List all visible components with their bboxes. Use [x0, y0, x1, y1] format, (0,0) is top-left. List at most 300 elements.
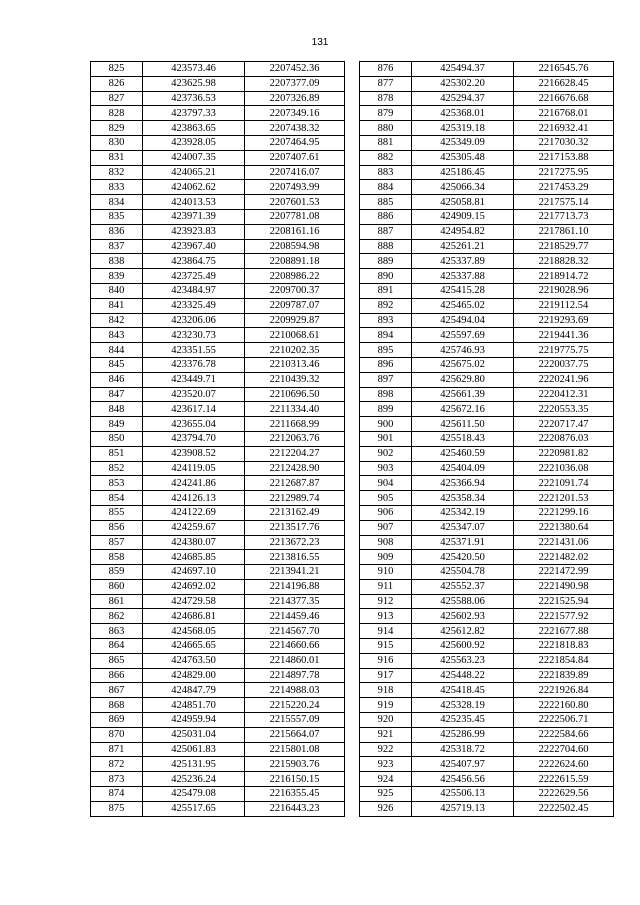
x-coordinate-cell: 424959.94 — [143, 713, 245, 728]
point-number-cell: 839 — [91, 269, 143, 284]
table-row — [360, 668, 614, 683]
point-number-cell: 867 — [91, 683, 143, 698]
y-coordinate-cell: 2217713.73 — [514, 209, 614, 224]
table-row — [360, 62, 614, 77]
point-number-cell: 825 — [91, 62, 143, 77]
coordinates-table-right — [359, 61, 614, 817]
table-row — [360, 491, 614, 506]
y-coordinate-cell: 2220241.96 — [514, 372, 614, 387]
y-coordinate-cell: 2210068.61 — [245, 328, 345, 343]
x-coordinate-cell: 425131.95 — [143, 757, 245, 772]
x-coordinate-cell: 425302.20 — [412, 76, 514, 91]
y-coordinate-cell: 2221577.92 — [514, 609, 614, 624]
y-coordinate-cell: 2221431.06 — [514, 535, 614, 550]
point-number-cell: 886 — [360, 209, 412, 224]
y-coordinate-cell: 2217575.14 — [514, 195, 614, 210]
table-row — [360, 298, 614, 313]
y-coordinate-cell: 2222704.60 — [514, 742, 614, 757]
y-coordinate-cell: 2214897.78 — [245, 668, 345, 683]
x-coordinate-cell: 425294.37 — [412, 91, 514, 106]
y-coordinate-cell: 2213941.21 — [245, 565, 345, 580]
point-number-cell: 888 — [360, 239, 412, 254]
point-number-cell: 905 — [360, 491, 412, 506]
x-coordinate-cell: 425504.78 — [412, 565, 514, 580]
y-coordinate-cell: 2222624.60 — [514, 757, 614, 772]
point-number-cell: 854 — [91, 491, 143, 506]
y-coordinate-cell: 2214860.01 — [245, 653, 345, 668]
table-row — [91, 431, 345, 446]
y-coordinate-cell: 2208891.18 — [245, 254, 345, 269]
x-coordinate-cell: 423449.71 — [143, 372, 245, 387]
y-coordinate-cell: 2214377.35 — [245, 594, 345, 609]
point-number-cell: 877 — [360, 76, 412, 91]
point-number-cell: 832 — [91, 165, 143, 180]
y-coordinate-cell: 2220876.03 — [514, 431, 614, 446]
table-row — [360, 283, 614, 298]
table-row — [91, 727, 345, 742]
x-coordinate-cell: 425337.88 — [412, 269, 514, 284]
table-row — [91, 461, 345, 476]
y-coordinate-cell: 2221472.99 — [514, 565, 614, 580]
x-coordinate-cell: 425368.01 — [412, 106, 514, 121]
y-coordinate-cell: 2220717.47 — [514, 417, 614, 432]
y-coordinate-cell: 2217453.29 — [514, 180, 614, 195]
x-coordinate-cell: 425661.39 — [412, 387, 514, 402]
table-row — [360, 787, 614, 802]
table-row — [91, 683, 345, 698]
table-row — [360, 639, 614, 654]
point-number-cell: 896 — [360, 357, 412, 372]
x-coordinate-cell: 423625.98 — [143, 76, 245, 91]
x-coordinate-cell: 425236.24 — [143, 772, 245, 787]
table-row — [91, 195, 345, 210]
point-number-cell: 922 — [360, 742, 412, 757]
x-coordinate-cell: 425415.28 — [412, 283, 514, 298]
x-coordinate-cell: 425061.83 — [143, 742, 245, 757]
x-coordinate-cell: 424665.65 — [143, 639, 245, 654]
y-coordinate-cell: 2216443.23 — [245, 801, 345, 816]
y-coordinate-cell: 2222615.59 — [514, 772, 614, 787]
x-coordinate-cell: 425479.08 — [143, 787, 245, 802]
y-coordinate-cell: 2212063.76 — [245, 431, 345, 446]
x-coordinate-cell: 424380.07 — [143, 535, 245, 550]
point-number-cell: 850 — [91, 431, 143, 446]
y-coordinate-cell: 2218914.72 — [514, 269, 614, 284]
x-coordinate-cell: 424122.69 — [143, 505, 245, 520]
point-number-cell: 887 — [360, 224, 412, 239]
x-coordinate-cell: 424241.86 — [143, 476, 245, 491]
table-row — [360, 594, 614, 609]
y-coordinate-cell: 2211334.40 — [245, 402, 345, 417]
y-coordinate-cell: 2208986.22 — [245, 269, 345, 284]
table-row — [360, 742, 614, 757]
point-number-cell: 924 — [360, 772, 412, 787]
table-row — [91, 713, 345, 728]
x-coordinate-cell: 425031.04 — [143, 727, 245, 742]
table-row — [91, 446, 345, 461]
x-coordinate-cell: 424763.50 — [143, 653, 245, 668]
table-row — [360, 461, 614, 476]
point-number-cell: 901 — [360, 431, 412, 446]
point-number-cell: 894 — [360, 328, 412, 343]
point-number-cell: 919 — [360, 698, 412, 713]
x-coordinate-cell: 425407.97 — [412, 757, 514, 772]
y-coordinate-cell: 2215801.08 — [245, 742, 345, 757]
point-number-cell: 916 — [360, 653, 412, 668]
x-coordinate-cell: 423376.78 — [143, 357, 245, 372]
x-coordinate-cell: 425611.50 — [412, 417, 514, 432]
y-coordinate-cell: 2207416.07 — [245, 165, 345, 180]
table-row — [360, 150, 614, 165]
point-number-cell: 889 — [360, 254, 412, 269]
point-number-cell: 868 — [91, 698, 143, 713]
y-coordinate-cell: 2215664.07 — [245, 727, 345, 742]
table-row — [91, 313, 345, 328]
y-coordinate-cell: 2215557.09 — [245, 713, 345, 728]
table-row — [360, 683, 614, 698]
point-number-cell: 851 — [91, 446, 143, 461]
point-number-cell: 874 — [91, 787, 143, 802]
y-coordinate-cell: 2219028.96 — [514, 283, 614, 298]
y-coordinate-cell: 2222502.45 — [514, 801, 614, 816]
x-coordinate-cell: 425456.56 — [412, 772, 514, 787]
point-number-cell: 917 — [360, 668, 412, 683]
table-row — [91, 357, 345, 372]
x-coordinate-cell: 424007.35 — [143, 150, 245, 165]
x-coordinate-cell: 425058.81 — [412, 195, 514, 210]
point-number-cell: 864 — [91, 639, 143, 654]
point-number-cell: 859 — [91, 565, 143, 580]
point-number-cell: 891 — [360, 283, 412, 298]
point-number-cell: 857 — [91, 535, 143, 550]
table-row — [91, 609, 345, 624]
x-coordinate-cell: 423863.65 — [143, 121, 245, 136]
table-row — [360, 550, 614, 565]
table-row — [91, 283, 345, 298]
x-coordinate-cell: 423206.06 — [143, 313, 245, 328]
table-row — [360, 727, 614, 742]
point-number-cell: 833 — [91, 180, 143, 195]
y-coordinate-cell: 2219293.69 — [514, 313, 614, 328]
y-coordinate-cell: 2222584.66 — [514, 727, 614, 742]
point-number-cell: 903 — [360, 461, 412, 476]
x-coordinate-cell: 425460.59 — [412, 446, 514, 461]
point-number-cell: 882 — [360, 150, 412, 165]
table-row — [360, 417, 614, 432]
table-row — [91, 550, 345, 565]
y-coordinate-cell: 2216676.68 — [514, 91, 614, 106]
x-coordinate-cell: 425597.69 — [412, 328, 514, 343]
table-row — [360, 772, 614, 787]
point-number-cell: 834 — [91, 195, 143, 210]
y-coordinate-cell: 2216628.45 — [514, 76, 614, 91]
y-coordinate-cell: 2216150.15 — [245, 772, 345, 787]
y-coordinate-cell: 2222160.80 — [514, 698, 614, 713]
table-row — [91, 402, 345, 417]
table-row — [91, 417, 345, 432]
y-coordinate-cell: 2212204.27 — [245, 446, 345, 461]
x-coordinate-cell: 424729.58 — [143, 594, 245, 609]
point-number-cell: 848 — [91, 402, 143, 417]
x-coordinate-cell: 423736.53 — [143, 91, 245, 106]
table-row — [91, 224, 345, 239]
x-coordinate-cell: 425337.89 — [412, 254, 514, 269]
table-row — [91, 239, 345, 254]
point-number-cell: 881 — [360, 135, 412, 150]
y-coordinate-cell: 2220981.82 — [514, 446, 614, 461]
table-row — [360, 165, 614, 180]
table-row — [91, 491, 345, 506]
x-coordinate-cell: 423923.83 — [143, 224, 245, 239]
table-row — [360, 431, 614, 446]
point-number-cell: 907 — [360, 520, 412, 535]
table-row — [360, 135, 614, 150]
point-number-cell: 835 — [91, 209, 143, 224]
table-row — [91, 801, 345, 816]
x-coordinate-cell: 425305.48 — [412, 150, 514, 165]
x-coordinate-cell: 423351.55 — [143, 343, 245, 358]
x-coordinate-cell: 423484.97 — [143, 283, 245, 298]
table-row — [91, 520, 345, 535]
x-coordinate-cell: 425506.13 — [412, 787, 514, 802]
point-number-cell: 863 — [91, 624, 143, 639]
table-row — [91, 76, 345, 91]
table-row — [91, 135, 345, 150]
table-row — [360, 343, 614, 358]
x-coordinate-cell: 424954.82 — [412, 224, 514, 239]
point-number-cell: 914 — [360, 624, 412, 639]
point-number-cell: 852 — [91, 461, 143, 476]
point-number-cell: 837 — [91, 239, 143, 254]
table-row — [91, 121, 345, 136]
table-row — [91, 505, 345, 520]
x-coordinate-cell: 423520.07 — [143, 387, 245, 402]
y-coordinate-cell: 2217030.32 — [514, 135, 614, 150]
table-row — [360, 313, 614, 328]
x-coordinate-cell: 423230.73 — [143, 328, 245, 343]
x-coordinate-cell: 425066.34 — [412, 180, 514, 195]
x-coordinate-cell: 423725.49 — [143, 269, 245, 284]
x-coordinate-cell: 425186.45 — [412, 165, 514, 180]
table-row — [91, 165, 345, 180]
point-number-cell: 829 — [91, 121, 143, 136]
table-row — [91, 150, 345, 165]
x-coordinate-cell: 423971.39 — [143, 209, 245, 224]
table-row — [91, 387, 345, 402]
x-coordinate-cell: 425719.13 — [412, 801, 514, 816]
x-coordinate-cell: 425286.99 — [412, 727, 514, 742]
point-number-cell: 915 — [360, 639, 412, 654]
table-row — [91, 565, 345, 580]
x-coordinate-cell: 425675.02 — [412, 357, 514, 372]
x-coordinate-cell: 425358.34 — [412, 491, 514, 506]
x-coordinate-cell: 423794.70 — [143, 431, 245, 446]
point-number-cell: 879 — [360, 106, 412, 121]
point-number-cell: 845 — [91, 357, 143, 372]
x-coordinate-cell: 423908.52 — [143, 446, 245, 461]
y-coordinate-cell: 2208594.98 — [245, 239, 345, 254]
point-number-cell: 872 — [91, 757, 143, 772]
y-coordinate-cell: 2218529.77 — [514, 239, 614, 254]
x-coordinate-cell: 425563.23 — [412, 653, 514, 668]
y-coordinate-cell: 2207377.09 — [245, 76, 345, 91]
point-number-cell: 912 — [360, 594, 412, 609]
y-coordinate-cell: 2221677.88 — [514, 624, 614, 639]
x-coordinate-cell: 424062.62 — [143, 180, 245, 195]
table-row — [360, 579, 614, 594]
x-coordinate-cell: 423797.33 — [143, 106, 245, 121]
x-coordinate-cell: 424697.10 — [143, 565, 245, 580]
point-number-cell: 892 — [360, 298, 412, 313]
point-number-cell: 883 — [360, 165, 412, 180]
table-row — [91, 254, 345, 269]
table-row — [91, 535, 345, 550]
y-coordinate-cell: 2207781.08 — [245, 209, 345, 224]
point-number-cell: 925 — [360, 787, 412, 802]
table-row — [360, 387, 614, 402]
table-row — [91, 624, 345, 639]
y-coordinate-cell: 2222629.56 — [514, 787, 614, 802]
y-coordinate-cell: 2218828.32 — [514, 254, 614, 269]
x-coordinate-cell: 425349.09 — [412, 135, 514, 150]
table-row — [91, 180, 345, 195]
x-coordinate-cell: 424065.21 — [143, 165, 245, 180]
page-number: 131 — [311, 37, 329, 48]
x-coordinate-cell: 425404.09 — [412, 461, 514, 476]
table-row — [360, 801, 614, 816]
table-row — [360, 195, 614, 210]
table-row — [360, 713, 614, 728]
point-number-cell: 843 — [91, 328, 143, 343]
point-number-cell: 849 — [91, 417, 143, 432]
point-number-cell: 908 — [360, 535, 412, 550]
y-coordinate-cell: 2217275.95 — [514, 165, 614, 180]
table-row — [91, 62, 345, 77]
x-coordinate-cell: 425328.19 — [412, 698, 514, 713]
point-number-cell: 899 — [360, 402, 412, 417]
point-number-cell: 875 — [91, 801, 143, 816]
point-number-cell: 841 — [91, 298, 143, 313]
table-row — [360, 254, 614, 269]
x-coordinate-cell: 424909.15 — [412, 209, 514, 224]
y-coordinate-cell: 2221482.02 — [514, 550, 614, 565]
x-coordinate-cell: 425600.92 — [412, 639, 514, 654]
y-coordinate-cell: 2209787.07 — [245, 298, 345, 313]
point-number-cell: 873 — [91, 772, 143, 787]
point-number-cell: 884 — [360, 180, 412, 195]
point-number-cell: 893 — [360, 313, 412, 328]
table-row — [91, 639, 345, 654]
point-number-cell: 926 — [360, 801, 412, 816]
point-number-cell: 865 — [91, 653, 143, 668]
table-row — [91, 579, 345, 594]
x-coordinate-cell: 425366.94 — [412, 476, 514, 491]
point-number-cell: 866 — [91, 668, 143, 683]
table-row — [360, 446, 614, 461]
table-row — [360, 239, 614, 254]
x-coordinate-cell: 424692.02 — [143, 579, 245, 594]
x-coordinate-cell: 425602.93 — [412, 609, 514, 624]
table-row — [91, 476, 345, 491]
y-coordinate-cell: 2207326.89 — [245, 91, 345, 106]
point-number-cell: 844 — [91, 343, 143, 358]
table-row — [91, 668, 345, 683]
y-coordinate-cell: 2207452.36 — [245, 62, 345, 77]
point-number-cell: 923 — [360, 757, 412, 772]
point-number-cell: 828 — [91, 106, 143, 121]
table-row — [360, 624, 614, 639]
table-row — [360, 328, 614, 343]
point-number-cell: 846 — [91, 372, 143, 387]
point-number-cell: 921 — [360, 727, 412, 742]
x-coordinate-cell: 425235.45 — [412, 713, 514, 728]
table-row — [91, 343, 345, 358]
point-number-cell: 836 — [91, 224, 143, 239]
table-row — [360, 698, 614, 713]
y-coordinate-cell: 2221201.53 — [514, 491, 614, 506]
table-row — [360, 609, 614, 624]
y-coordinate-cell: 2207349.16 — [245, 106, 345, 121]
y-coordinate-cell: 2222506.71 — [514, 713, 614, 728]
table-row — [91, 757, 345, 772]
y-coordinate-cell: 2214660.66 — [245, 639, 345, 654]
table-row — [360, 357, 614, 372]
y-coordinate-cell: 2215903.76 — [245, 757, 345, 772]
y-coordinate-cell: 2221818.83 — [514, 639, 614, 654]
table-row — [360, 505, 614, 520]
coordinates-table-left — [90, 61, 345, 817]
x-coordinate-cell: 424259.67 — [143, 520, 245, 535]
x-coordinate-cell: 425371.91 — [412, 535, 514, 550]
table-row — [91, 328, 345, 343]
point-number-cell: 856 — [91, 520, 143, 535]
x-coordinate-cell: 424851.70 — [143, 698, 245, 713]
x-coordinate-cell: 425448.22 — [412, 668, 514, 683]
x-coordinate-cell: 424686.81 — [143, 609, 245, 624]
y-coordinate-cell: 2219775.75 — [514, 343, 614, 358]
y-coordinate-cell: 2207493.99 — [245, 180, 345, 195]
table-row — [360, 76, 614, 91]
y-coordinate-cell: 2207438.32 — [245, 121, 345, 136]
x-coordinate-cell: 425672.16 — [412, 402, 514, 417]
y-coordinate-cell: 2207601.53 — [245, 195, 345, 210]
y-coordinate-cell: 2210439.32 — [245, 372, 345, 387]
point-number-cell: 920 — [360, 713, 412, 728]
x-coordinate-cell: 425318.72 — [412, 742, 514, 757]
x-coordinate-cell: 425612.82 — [412, 624, 514, 639]
table-row — [360, 224, 614, 239]
point-number-cell: 906 — [360, 505, 412, 520]
x-coordinate-cell: 425517.65 — [143, 801, 245, 816]
point-number-cell: 871 — [91, 742, 143, 757]
table-row — [91, 594, 345, 609]
x-coordinate-cell: 425342.19 — [412, 505, 514, 520]
y-coordinate-cell: 2207407.61 — [245, 150, 345, 165]
point-number-cell: 862 — [91, 609, 143, 624]
y-coordinate-cell: 2207464.95 — [245, 135, 345, 150]
point-number-cell: 831 — [91, 150, 143, 165]
x-coordinate-cell: 424119.05 — [143, 461, 245, 476]
x-coordinate-cell: 425319.18 — [412, 121, 514, 136]
x-coordinate-cell: 424013.53 — [143, 195, 245, 210]
y-coordinate-cell: 2214567.70 — [245, 624, 345, 639]
y-coordinate-cell: 2214196.88 — [245, 579, 345, 594]
y-coordinate-cell: 2221380.64 — [514, 520, 614, 535]
y-coordinate-cell: 2213816.55 — [245, 550, 345, 565]
point-number-cell: 918 — [360, 683, 412, 698]
y-coordinate-cell: 2211668.99 — [245, 417, 345, 432]
point-number-cell: 885 — [360, 195, 412, 210]
